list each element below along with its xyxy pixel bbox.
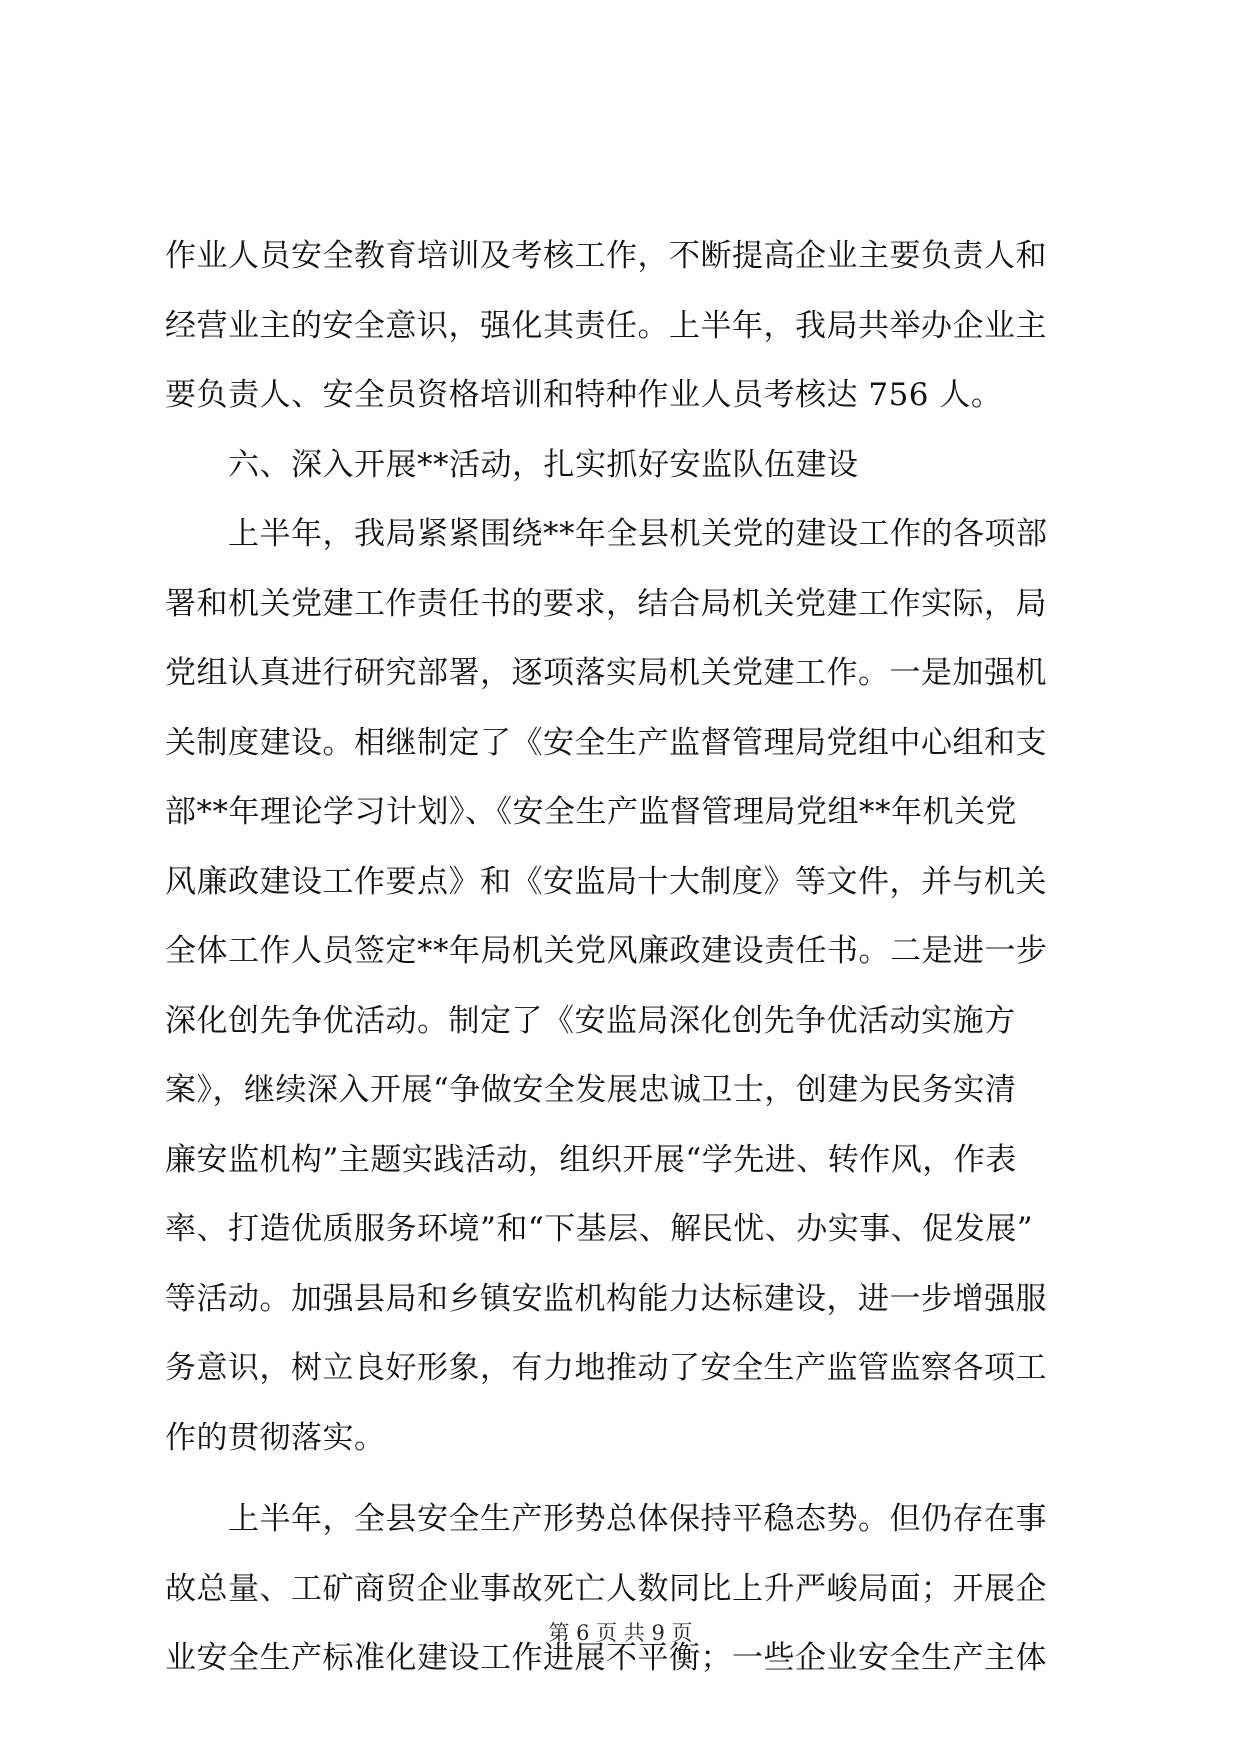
text-line: 署和机关党建工作责任书的要求，结合局机关党建工作实际，局	[165, 585, 1047, 622]
text-line: 作业人员安全教育培训及考核工作，不断提高企业主要负责人和	[165, 238, 1047, 274]
text-line: 全体工作人员签定**年局机关党风廉政建设责任书。二是进一步	[165, 933, 1048, 969]
document-body	[165, 222, 1085, 1694]
text-line: 上半年，全县安全生产形势总体保持平稳态势。但仍存在事	[165, 1501, 1047, 1537]
text-line: 要负责人、安全员资格培训和特种作业人员考核达 756 人。	[165, 377, 1003, 413]
text-line: 故总量、工矿商贸企业事故死亡人数同比上升严峻局面；开展企	[165, 1570, 1047, 1607]
text-line: 关制度建设。相继制定了《安全生产监督管理局党组中心组和支	[165, 724, 1047, 761]
text-line: 部**年理论学习计划》、《安全生产监督管理局党组**年机关党	[165, 794, 1017, 830]
text-line: 等活动。加强县局和乡镇安监机构能力达标建设，进一步增强服	[165, 1280, 1047, 1317]
text-line: 廉安监机构”主题实践活动，组织开展“学先进、转作风，作表	[165, 1141, 1017, 1178]
text-line: 经营业主的安全意识，强化其责任。上半年，我局共举办企业主	[165, 307, 1047, 344]
page-number-footer: 第 6 页 共 9 页	[548, 1621, 693, 1645]
section-heading: 六、深入开展**活动，扎实抓好安监队伍建设	[165, 446, 859, 483]
text-line: 党组认真进行研究部署，逐项落实局机关党建工作。一是加强机	[165, 655, 1047, 691]
text-line: 作的贯彻落实。	[165, 1419, 386, 1456]
paragraph-gap	[165, 1473, 1085, 1485]
text-line: 业安全生产标准化建设工作进展不平衡；一些企业安全生产主体	[165, 1640, 1047, 1676]
text-line: 务意识，树立良好形象，有力地推动了安全生产监管监察各项工	[165, 1350, 1047, 1386]
text-line: 案》，继续深入开展“争做安全发展忠诚卫士，创建为民务实清	[165, 1072, 1017, 1108]
text-line: 上半年，我局紧紧围绕**年全县机关党的建设工作的各项部	[165, 516, 1048, 552]
text-line: 深化创先争优活动。制定了《安监局深化创先争优活动实施方	[165, 1002, 1016, 1039]
text-line: 率、打造优质服务环境”和“下基层、解民忧、办实事、促发展”	[165, 1211, 1034, 1247]
text-line: 风廉政建设工作要点》和《安监局十大制度》等文件，并与机关	[165, 863, 1047, 900]
